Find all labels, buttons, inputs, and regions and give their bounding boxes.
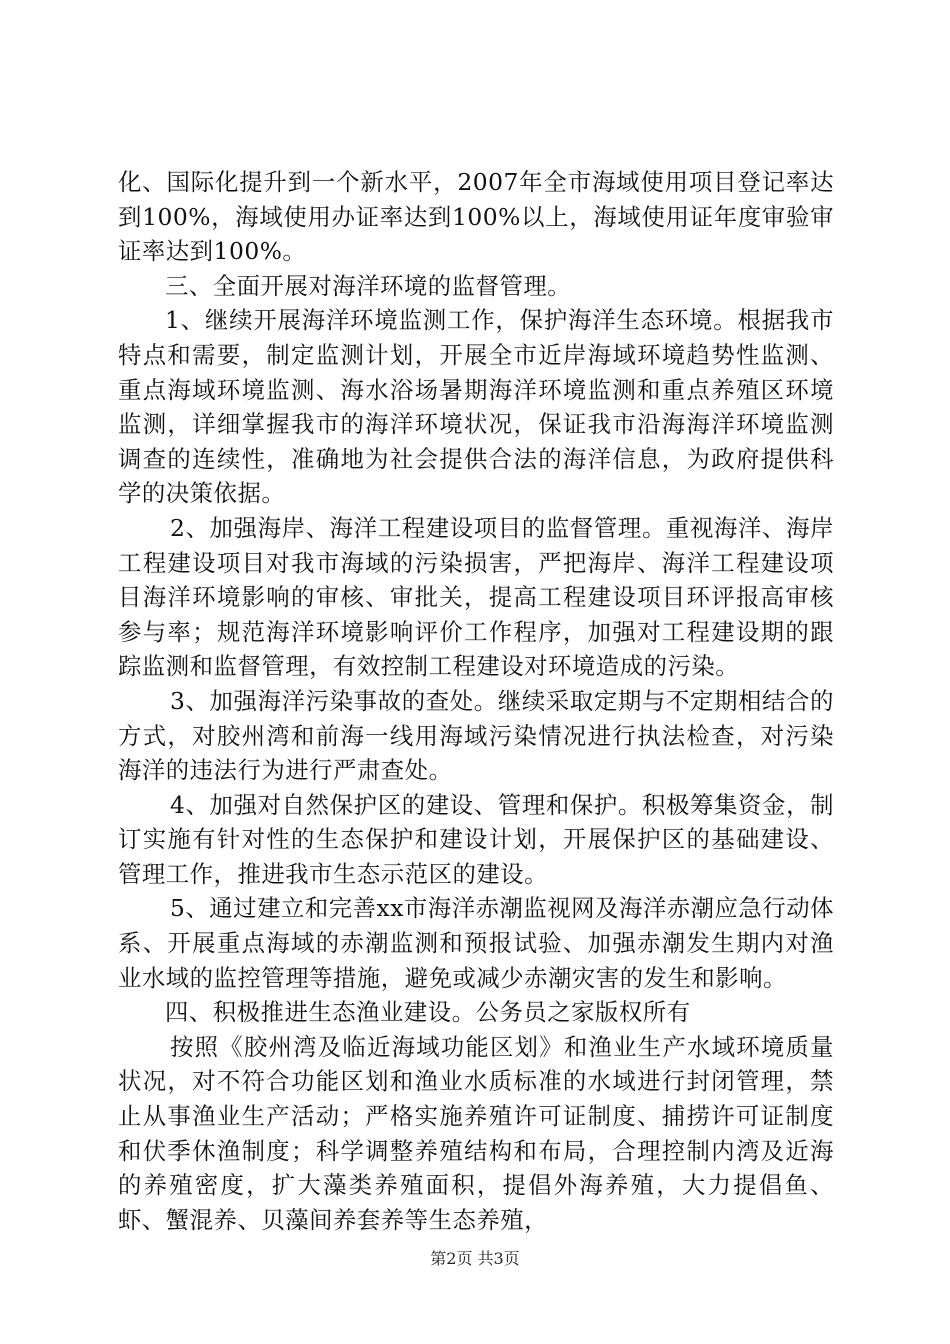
paragraph-item-1: 1、继续开展海洋环境监测工作，保护海洋生态环境。根据我市特点和需要，制定监测计划，开展全市近岸海域环境趋势性监测、重点海域环境监测、海水浴场暑期海洋环境监测和重点养殖区环境监测，详细掌握我市的海洋环境状况，保证我市沿海海洋环境监测调查的连续性，准确地为社会提供合法的海洋信息，为政府提供科学的决策依据。 bbox=[118, 306, 834, 508]
paragraph-item-3: 3、加强海洋污染事故的查处。继续采取定期与不定期相结合的方式，对胶州湾和前海一线用海域污染情况进行执法检查，对污染海洋的违法行为进行严肃查处。 bbox=[118, 686, 834, 785]
paragraph-item-5: 5、通过建立和完善xx市海洋赤潮监视网及海洋赤潮应急行动体系、开展重点海域的赤潮监测和预报试验、加强赤潮发生期内对渔业水域的监控管理等措施，避免或减少赤潮灾害的发生和影响。 bbox=[118, 894, 834, 992]
page-footer: 第2页 共3页 bbox=[430, 1249, 520, 1268]
paragraph-ecological-fishery: 按照《胶州湾及临近海域功能区划》和渔业生产水域环境质量状况，对不符合功能区划和渔业水质标准的水域进行封闭管理，禁止从事渔业生产活动；严格实施养殖许可证制度、捕捞许可证制度和伏季休渔制度；科学调整养殖结构和布局，合理控制内湾及近海的养殖密度，扩大藻类养殖面积，提倡外海养殖，大力提倡鱼、虾、蟹混养、贝藻间养套养等生态养殖， bbox=[118, 1032, 834, 1234]
paragraph-item-2: 2、加强海岸、海洋工程建设项目的监督管理。重视海洋、海岸工程建设项目对我市海域的污染损害，严把海岸、海洋工程建设项目海洋环境影响的审核、审批关，提高工程建设项目环评报高审核参与率；规范海洋环境影响评价工作程序，加强对工程建设期的跟踪监测和监督管理，有效控制工程建设对环境造成的污染。 bbox=[118, 513, 834, 681]
document-body bbox=[118, 165, 834, 1237]
paragraph-continuation: 化、国际化提升到一个新水平，2007年全市海域使用项目登记率达到100%，海域使用办证率达到100%以上，海域使用证年度审验审证率达到100%。 bbox=[118, 168, 834, 266]
paragraph-item-4: 4、加强对自然保护区的建设、管理和保护。积极筹集资金，制订实施有针对性的生态保护和建设计划，开展保护区的基础建设、管理工作，推进我市生态示范区的建设。 bbox=[118, 790, 834, 888]
section-heading-3: 三、全面开展对海洋环境的监督管理。 bbox=[165, 271, 572, 300]
section-heading-4: 四、积极推进生态渔业建设。公务员之家版权所有 bbox=[165, 998, 691, 1027]
